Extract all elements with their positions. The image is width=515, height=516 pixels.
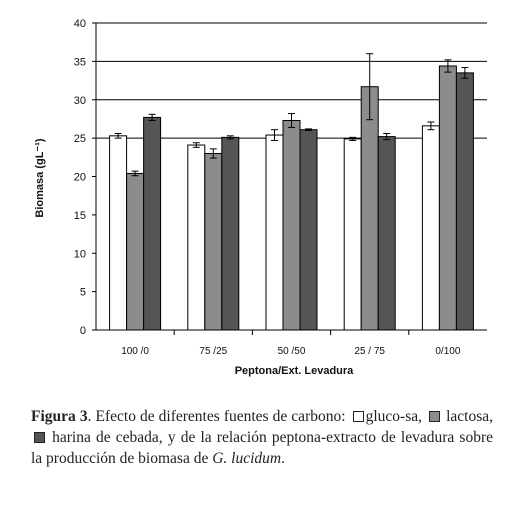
y-tick-label: 0 (79, 325, 86, 337)
x-axis-title: Peptona/Ext. Levadura (234, 365, 354, 377)
swatch-glucosa (353, 411, 364, 422)
bar-glucosa (344, 139, 361, 330)
bar-harina-de-cebada (222, 137, 239, 330)
x-tick-label: 50 /50 (277, 346, 306, 357)
swatch-lactosa (429, 411, 440, 422)
bar-harina-de-cebada (456, 73, 473, 330)
bar-lactosa (361, 87, 378, 330)
y-tick-label: 30 (73, 94, 86, 107)
y-tick-label: 20 (73, 171, 86, 184)
caption-text-4: harina de cebada, y de la relación peptona-extracto de levadura sobre la producción de biomasa de (31, 429, 493, 467)
caption-text-5: . (281, 450, 285, 467)
y-axis-title: Biomasa (gL⁻¹) (34, 138, 46, 218)
bar-lactosa (283, 120, 300, 330)
bar-harina-de-cebada (378, 137, 395, 330)
x-tick-label: 100 /0 (121, 346, 150, 357)
y-tick-label: 35 (73, 56, 86, 69)
caption-text-1: . Efecto de diferentes fuentes de carbono: (87, 408, 350, 425)
caption-species: G. lucidum (212, 450, 282, 467)
caption-label: Figura 3 (31, 408, 88, 425)
caption-text-3: lactosa, (442, 408, 493, 425)
y-tick-label: 40 (73, 18, 86, 30)
bar-harina-de-cebada (144, 117, 161, 330)
x-tick-label: 25 / 75 (354, 346, 385, 357)
y-tick-label: 5 (79, 286, 86, 299)
y-tick-label: 10 (73, 248, 86, 261)
bar-harina-de-cebada (300, 130, 317, 330)
bar-glucosa (266, 135, 283, 330)
bar-glucosa (422, 126, 439, 330)
bar-lactosa (439, 66, 456, 330)
y-tick-label: 25 (73, 133, 86, 146)
bar-glucosa (110, 136, 127, 330)
caption-text-2: gluco-sa, (365, 408, 427, 425)
x-tick-label: 75 /25 (199, 346, 228, 357)
bar-lactosa (205, 153, 222, 330)
plot-area (74, 18, 487, 357)
swatch-harina (34, 432, 45, 443)
figure-caption (31, 406, 493, 469)
bar-lactosa (127, 173, 144, 330)
x-tick-label: 0/100 (435, 346, 461, 357)
y-tick-label: 15 (73, 209, 86, 222)
bar-glucosa (188, 145, 205, 330)
